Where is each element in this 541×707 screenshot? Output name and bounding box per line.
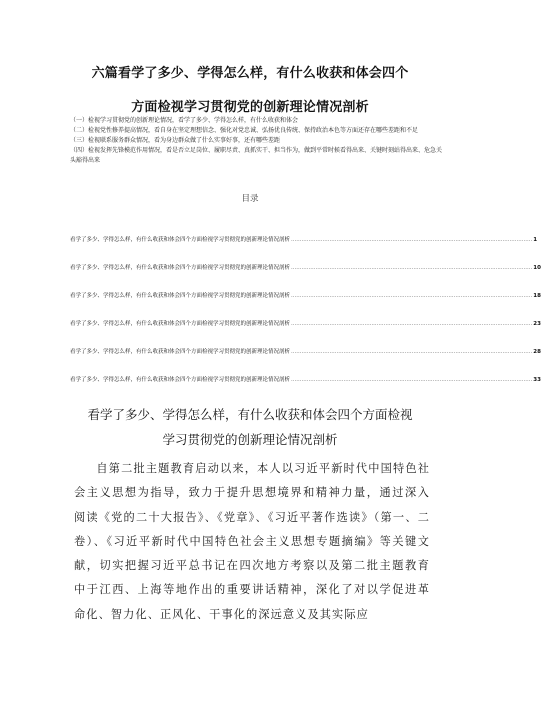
toc-leader-dots: ..........................................................................................................................................: [291, 377, 533, 383]
toc-entry-text: 看学了多少、学得怎么样，有什么收获和体会四个方面检视学习贯彻党的创新理论情况剖析: [70, 237, 291, 243]
intro-item-3: （三）检视联系服务群众情况，看为身边群众做了什么实事好事，还有哪些差距: [70, 137, 281, 144]
section-title-line-1: 看学了多少、学得怎么样，有什么收获和体会四个方面检视: [87, 407, 413, 422]
toc-page-number: 18: [533, 293, 541, 299]
intro-item-4: （四）检视发挥先锋模范作用情况，看是否立足岗位、履职尽责、真抓实干、担当作为，做到平常时候看得出来、关键时刻站得出来、危急关头豁得出来: [70, 147, 443, 164]
toc-leader-dots: ..........................................................................................................................................: [291, 321, 533, 327]
body-paragraph: 自第二批主题教育启动以来，本人以习近平新时代中国特色社会主义思想为指导，致力于提升思想境界和精神力量，通过深入阅读《党的二十大报告》、《党章》、《习近平著作选读》（第一、二卷）、《习近平新时代中国特色社会主义思想专题摘编》等关键文献，切实把握习近平总书记在四次地方考察以及第二批主题教育中于江西、上海等地作出的重要讲话精神，深化了对以学促进革命化、智力化、正风化、干事化的深远意义及其实际应: [74, 462, 430, 621]
toc-leader-dots: ..........................................................................................................................................: [291, 265, 533, 271]
toc-page-number: 1: [533, 237, 538, 243]
toc-entry-text: 看学了多少、学得怎么样，有什么收获和体会四个方面检视学习贯彻党的创新理论情况剖析: [70, 265, 291, 271]
toc-entry-text: 看学了多少、学得怎么样，有什么收获和体会四个方面检视学习贯彻党的创新理论情况剖析: [70, 377, 291, 383]
toc-entry-text: 看学了多少、学得怎么样，有什么收获和体会四个方面检视学习贯彻党的创新理论情况剖析: [70, 349, 291, 355]
toc-entry[interactable]: [70, 271, 541, 299]
toc-leader-dots: ..........................................................................................................................................: [291, 237, 533, 243]
toc-heading: 目录: [241, 194, 259, 204]
toc-page-number: 23: [533, 321, 541, 327]
intro-item-2: （二）检视党性修养提高情况，看自身在坚定理想信念、强化对党忠诚、弘扬优良传统、保持政治本色等方面还存在哪些差距和不足: [70, 127, 419, 134]
toc-page-number: 28: [533, 349, 541, 355]
toc-entry[interactable]: [70, 299, 541, 327]
section-title-line-2: 学习贯彻党的创新理论情况剖析: [162, 432, 338, 447]
document-title-line-1: 六篇看学了多少、学得怎么样，有什么收获和体会四个: [91, 66, 409, 81]
table-of-contents: [70, 215, 541, 383]
toc-entry-text: 看学了多少、学得怎么样，有什么收获和体会四个方面检视学习贯彻党的创新理论情况剖析: [70, 321, 291, 327]
toc-leader-dots: ..........................................................................................................................................: [291, 349, 533, 355]
intro-list: [70, 116, 442, 166]
toc-page-number: 10: [533, 265, 541, 271]
toc-entry-text: 看学了多少、学得怎么样，有什么收获和体会四个方面检视学习贯彻党的创新理论情况剖析: [70, 293, 291, 299]
toc-leader-dots: ..........................................................................................................................................: [291, 293, 533, 299]
toc-page-number: 33: [533, 377, 541, 383]
toc-entry[interactable]: [70, 355, 541, 383]
intro-item-1: （一）检视学习贯彻党的创新理论情况，看学了多少、学得怎么样，有什么收获和体会: [70, 117, 299, 124]
toc-entry[interactable]: [70, 215, 538, 243]
document-title-line-2: 方面检视学习贯彻党的创新理论情况剖析: [131, 100, 369, 115]
toc-entry[interactable]: [70, 243, 541, 271]
toc-entry[interactable]: [70, 327, 541, 355]
